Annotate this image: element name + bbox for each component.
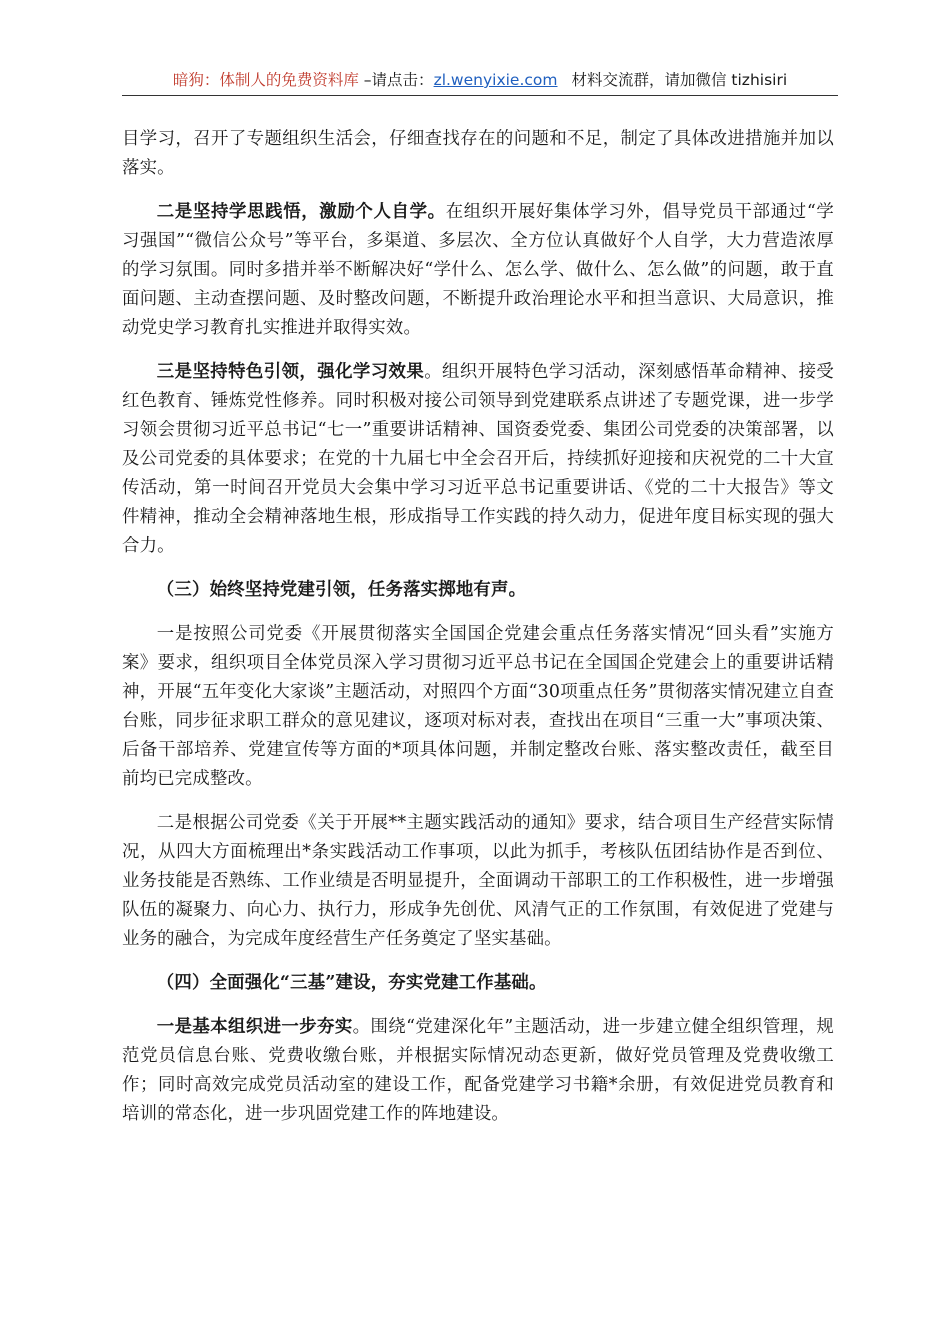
- paragraph-text: 。组织开展特色学习活动，深刻感悟革命精神、接受红色教育、锤炼党性修养。同时积极对接公司领导到党建联系点讲述了专题党课，进一步学习领会贯彻习近平总书记“七一”重要讲话精神、国资委党委、集团公司党委的决策部署，以及公司党委的具体要求；在党的十九届七中全会召开后，持续抓好迎接和庆祝党的二十大宣传活动，第一时间召开党员大会集中学习习近平总书记重要讲话、《党的二十大报告》等文件精神，推动全会精神落地生根，形成指导工作实践的持久动力，促进年度目标实现的强大合力。: [122, 362, 834, 556]
- section-heading-3: （三）始终坚持党建引领，任务落实掷地有声。: [156, 580, 527, 600]
- paragraph-lead: 一是基本组织进一步夯实: [156, 1017, 353, 1037]
- paragraph-text: 二是根据公司党委《关于开展**主题实践活动的通知》要求，结合项目生产经营实际情况，从四大方面梳理出*条实践活动工作事项，以此为抓手，考核队伍团结协作是否到位、业务技能是否熟练、工作业绩是否明显提升，全面调动干部职工的工作积极性，进一步增强队伍的凝聚力、向心力、执行力，形成争先创优、风清气正的工作氛围，有效促进了党建与业务的融合，为完成年度经营生产任务奠定了坚实基础。: [122, 813, 834, 949]
- paragraph-text: 在组织开展好集体学习外，倡导党员干部通过“学习强国”“微信公众号”等平台，多渠道、多层次、全方位认真做好个人自学，大力营造浓厚的学习氛围。同时多措并举不断解决好“学什么、怎么学、做什么、怎么做”的问题，敢于直面问题、主动查摆问题、及时整改问题，不断提升政治理论水平和担当意识、大局意识，推动党史学习教育扎实推进并取得实效。: [122, 202, 835, 338]
- paragraph-8: [122, 1013, 834, 1129]
- header-link[interactable]: zl.wenyixie.com: [433, 71, 558, 89]
- paragraph-lead: 二是坚持学思践悟，激励个人自学。: [156, 202, 446, 222]
- paragraph-lead: 三是坚持特色引领，强化学习效果: [156, 362, 425, 382]
- header-brand: 暗狗：体制人的免费资料库: [172, 71, 359, 89]
- paragraph-text: 目学习，召开了专题组织生活会，仔细查找存在的问题和不足，制定了具体改进措施并加以落实。: [122, 129, 834, 178]
- header-contact: 材料交流群，请加微信 tizhisiri: [571, 71, 788, 89]
- paragraph-1: [122, 125, 834, 183]
- paragraph-5: [122, 620, 834, 794]
- section-heading-4: （四）全面强化“三基”建设，夯实党建工作基础。: [156, 973, 547, 993]
- paragraph-text: 。围绕“党建深化年”主题活动，进一步建立健全组织管理，规范党员信息台账、党费收缴台账，并根据实际情况动态更新，做好党员管理及党费收缴工作；同时高效完成党员活动室的建设工作，配备党建学习书籍*余册，有效促进党员教育和培训的常态化，进一步巩固党建工作的阵地建设。: [122, 1017, 834, 1124]
- document-body: [122, 125, 834, 1144]
- page-header: [122, 68, 838, 96]
- paragraph-2: [122, 198, 834, 343]
- paragraph-3: [122, 358, 834, 561]
- header-prompt: –请点击：: [358, 71, 434, 89]
- paragraph-text: 一是按照公司党委《开展贯彻落实全国国企党建会重点任务落实情况“回头看”实施方案》要求，组织项目全体党员深入学习贯彻习近平总书记在全国国企党建会上的重要讲话精神，开展“五年变化大家谈”主题活动，对照四个方面“30项重点任务”贯彻落实情况建立自查台账，同步征求职工群众的意见建议，逐项对标对表，查找出在项目“三重一大”事项决策、后备干部培养、党建宣传等方面的*项具体问题，并制定整改台账、落实整改责任，截至目前均已完成整改。: [122, 624, 834, 789]
- paragraph-6: [122, 809, 834, 954]
- header-divider: [122, 95, 838, 96]
